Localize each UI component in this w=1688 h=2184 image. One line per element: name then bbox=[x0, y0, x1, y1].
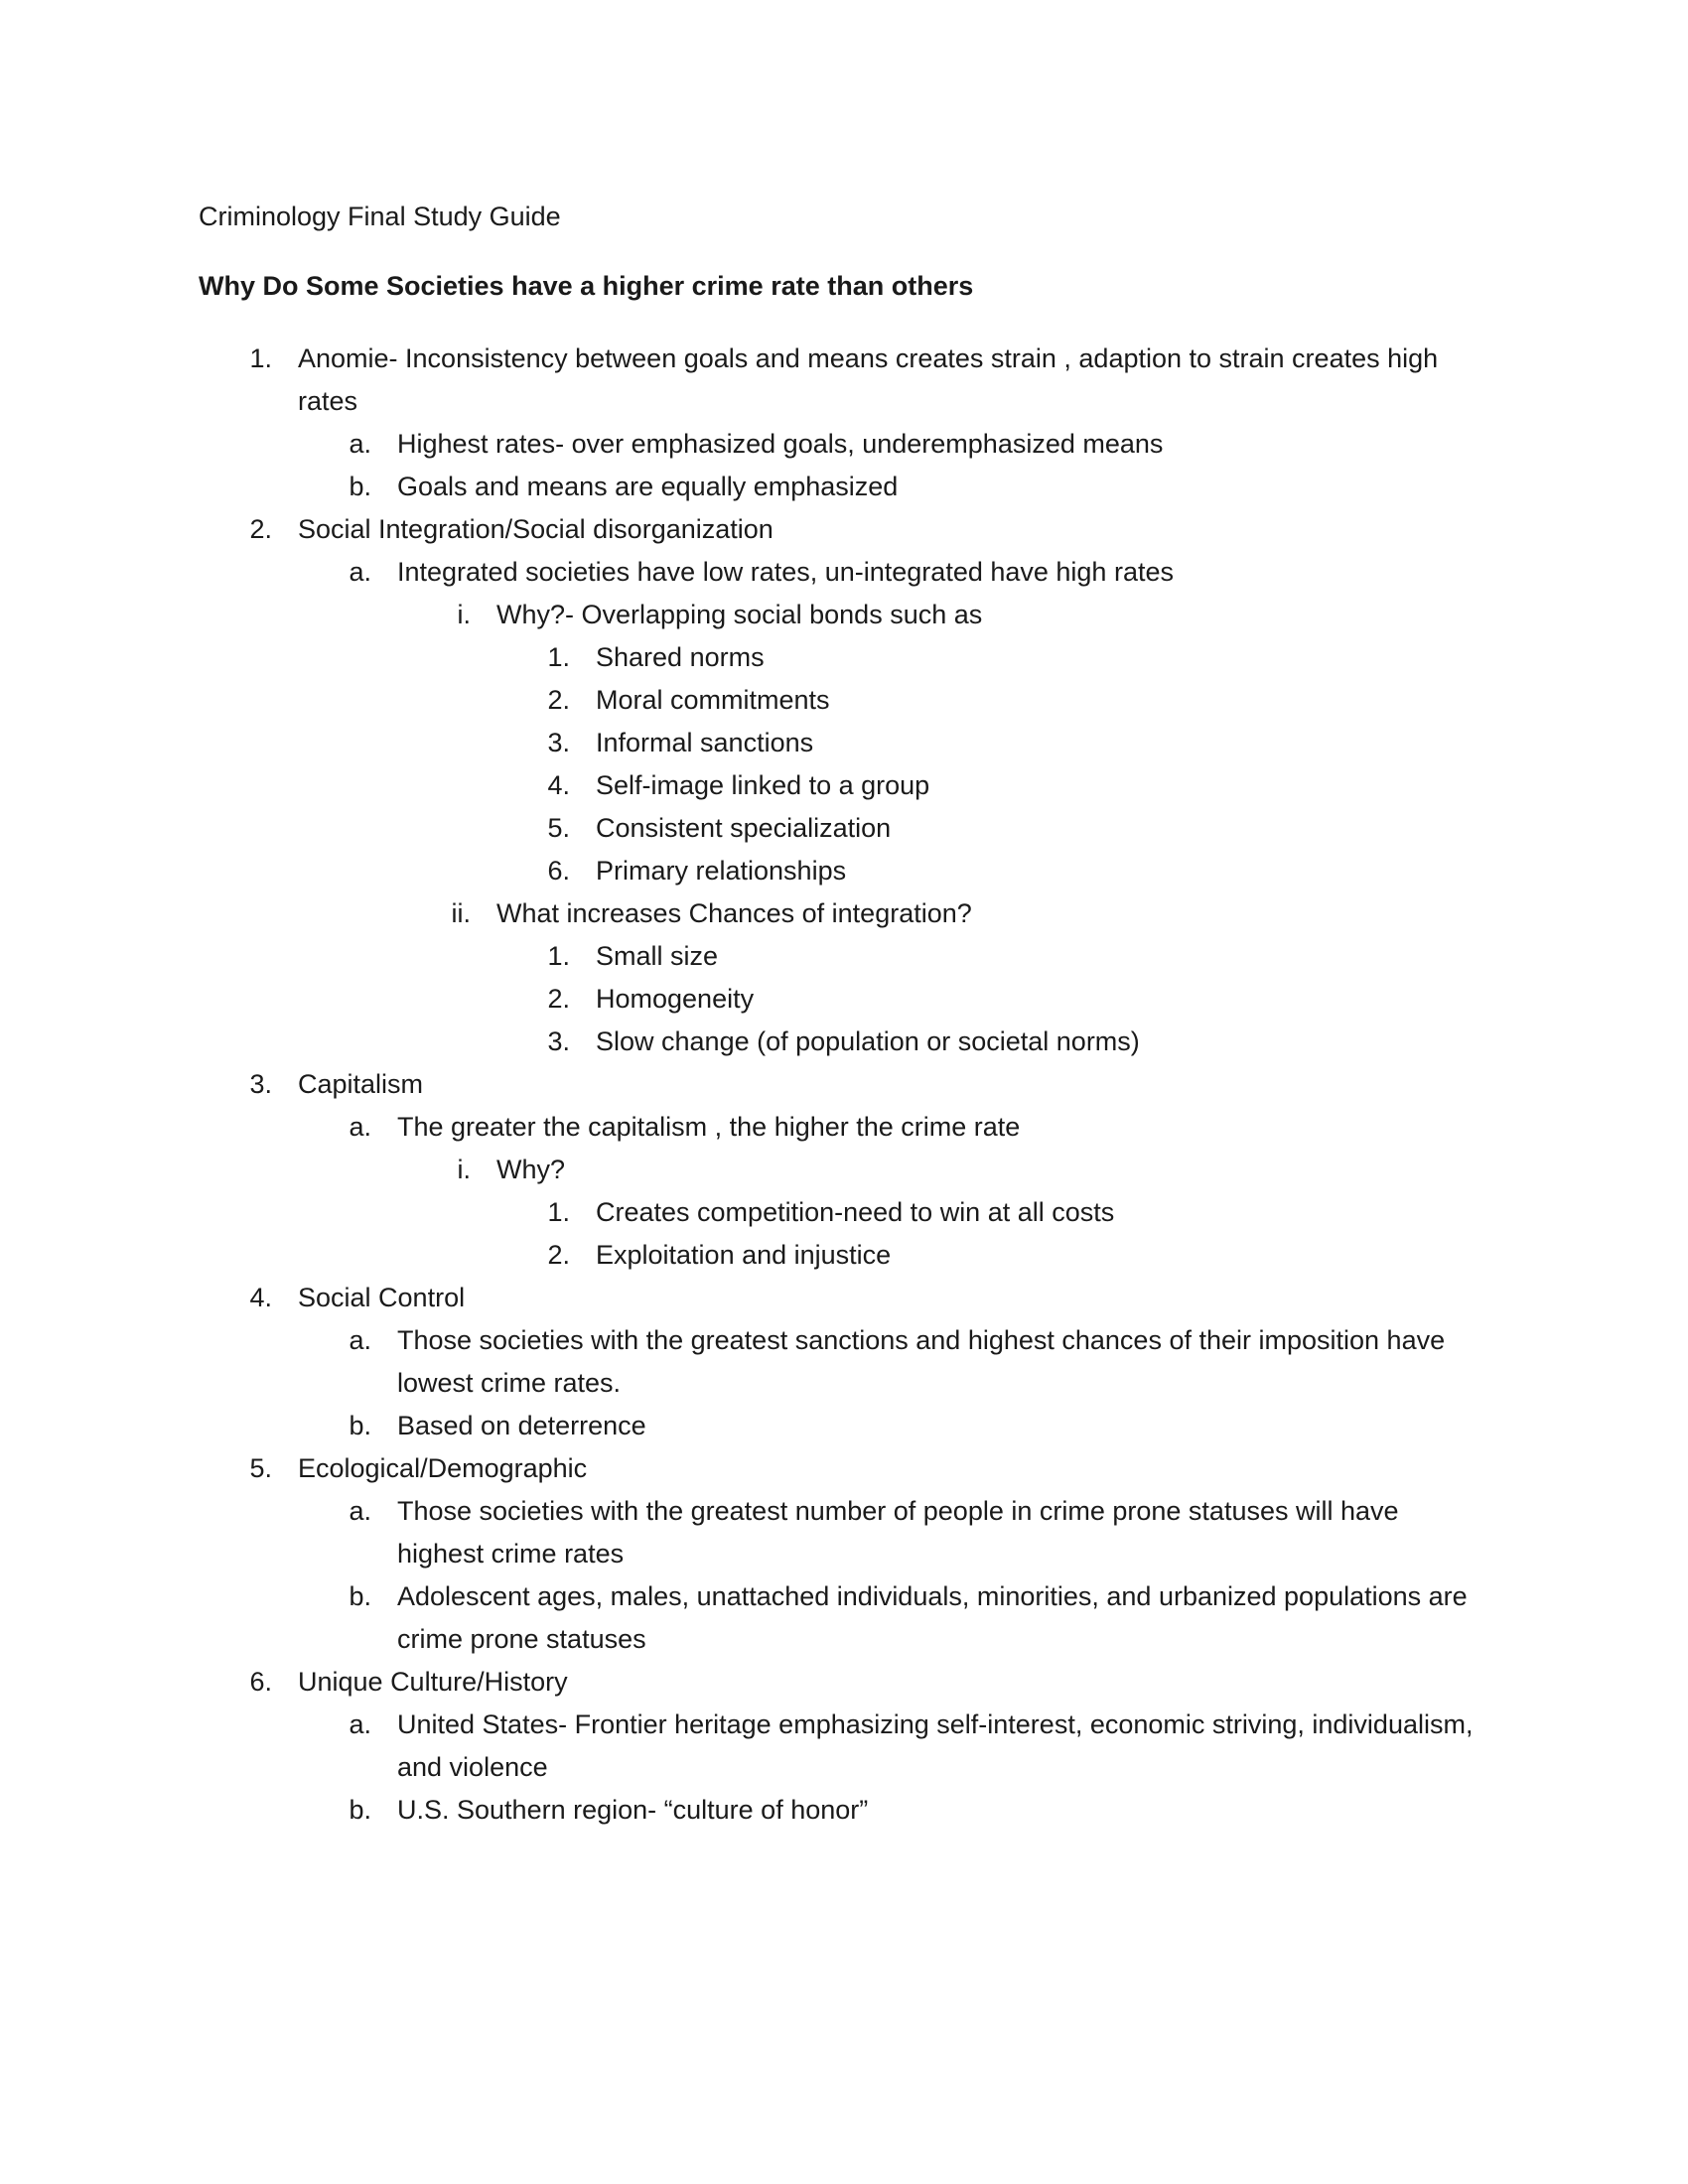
outline-item-text: Why?- Overlapping social bonds such as bbox=[496, 600, 983, 629]
outline-item-number: a. bbox=[349, 557, 371, 587]
outline-item-level-2 bbox=[0, 466, 1688, 508]
document-title: Criminology Final Study Guide bbox=[199, 202, 561, 231]
outline-item-level-2 bbox=[0, 1704, 1688, 1789]
outline-item-level-4 bbox=[0, 1234, 1688, 1277]
outline-item-level-4 bbox=[0, 722, 1688, 764]
outline-item-number: 2. bbox=[547, 1240, 570, 1270]
outline-item-number: 1. bbox=[547, 642, 570, 672]
outline-item-number: 6. bbox=[547, 856, 570, 886]
outline-item-text: Based on deterrence bbox=[397, 1411, 646, 1440]
outline-item-number: 6. bbox=[249, 1667, 272, 1697]
outline-item-text: Primary relationships bbox=[596, 856, 847, 886]
outline-item-number: 1. bbox=[249, 343, 272, 373]
outline-item-number: 4. bbox=[249, 1283, 272, 1312]
outline-item-text: Goals and means are equally emphasized bbox=[397, 472, 899, 501]
outline-item-text: Exploitation and injustice bbox=[596, 1240, 892, 1270]
outline-item-level-2 bbox=[0, 1405, 1688, 1447]
outline-item-text: Slow change (of population or societal norms) bbox=[596, 1026, 1140, 1056]
outline-item-text: U.S. Southern region- “culture of honor” bbox=[397, 1795, 869, 1825]
outline-item-number: b. bbox=[349, 1411, 371, 1440]
outline-item-number: 2. bbox=[547, 984, 570, 1014]
outline-item-number: b. bbox=[349, 472, 371, 501]
outline-item-number: 2. bbox=[249, 514, 272, 544]
outline-item-text: Self-image linked to a group bbox=[596, 770, 930, 800]
outline-item-level-1 bbox=[0, 508, 1688, 551]
outline-item-number: 1. bbox=[547, 1197, 570, 1227]
outline-item-text: Informal sanctions bbox=[596, 728, 814, 757]
outline-item-number: 3. bbox=[249, 1069, 272, 1099]
outline-item-level-3 bbox=[0, 892, 1688, 935]
outline-item-level-3 bbox=[0, 1149, 1688, 1191]
outline-item-level-2 bbox=[0, 1575, 1688, 1661]
outline-item-number: 1. bbox=[547, 941, 570, 971]
outline-item-number: b. bbox=[349, 1581, 371, 1611]
outline-list bbox=[0, 338, 1688, 1832]
outline-item-level-4 bbox=[0, 1021, 1688, 1063]
outline-item-level-4 bbox=[0, 636, 1688, 679]
outline-item-text: Those societies with the greatest number of people in crime prone statuses will have highest crime rates bbox=[397, 1496, 1399, 1569]
outline-item-number: b. bbox=[349, 1795, 371, 1825]
outline-item-text: Social Control bbox=[298, 1283, 466, 1312]
outline-item-number: i. bbox=[457, 1155, 471, 1184]
outline-item-text: Consistent specialization bbox=[596, 813, 892, 843]
outline-item-number: a. bbox=[349, 1496, 371, 1526]
outline-item-text: Shared norms bbox=[596, 642, 765, 672]
outline-item-level-4 bbox=[0, 764, 1688, 807]
outline-item-level-1 bbox=[0, 1063, 1688, 1106]
outline-item-level-4 bbox=[0, 807, 1688, 850]
outline-item-level-4 bbox=[0, 679, 1688, 722]
outline-item-text: Ecological/Demographic bbox=[298, 1453, 588, 1483]
outline-item-number: 3. bbox=[547, 728, 570, 757]
outline-item-number: a. bbox=[349, 1709, 371, 1739]
outline-item-text: Unique Culture/History bbox=[298, 1667, 568, 1697]
outline-item-level-2 bbox=[0, 423, 1688, 466]
outline-item-level-3 bbox=[0, 594, 1688, 636]
outline-item-level-2 bbox=[0, 1106, 1688, 1149]
outline-item-number: a. bbox=[349, 429, 371, 459]
outline-item-level-2 bbox=[0, 1319, 1688, 1405]
outline-item-number: 2. bbox=[547, 685, 570, 715]
outline-item-level-1 bbox=[0, 1447, 1688, 1490]
outline-item-level-1 bbox=[0, 1277, 1688, 1319]
outline-item-text: Integrated societies have low rates, un-integrated have high rates bbox=[397, 557, 1174, 587]
outline-item-text: Moral commitments bbox=[596, 685, 830, 715]
outline-item-text: Creates competition-need to win at all costs bbox=[596, 1197, 1115, 1227]
outline-item-text: Adolescent ages, males, unattached individuals, minorities, and urbanized populations are crime prone statuses bbox=[397, 1581, 1468, 1654]
outline-item-text: Social Integration/Social disorganization bbox=[298, 514, 774, 544]
outline-item-number: 5. bbox=[249, 1453, 272, 1483]
outline-item-level-4 bbox=[0, 978, 1688, 1021]
outline-item-text: United States- Frontier heritage emphasizing self-interest, economic striving, individualism, and violence bbox=[397, 1709, 1474, 1782]
outline-item-level-4 bbox=[0, 935, 1688, 978]
section-heading: Why Do Some Societies have a higher crime rate than others bbox=[199, 271, 974, 301]
outline-item-number: 5. bbox=[547, 813, 570, 843]
outline-item-level-2 bbox=[0, 1789, 1688, 1832]
outline-item-text: Those societies with the greatest sanctions and highest chances of their imposition have lowest crime rates. bbox=[397, 1325, 1446, 1398]
outline-item-text: What increases Chances of integration? bbox=[496, 898, 972, 928]
outline-item-number: ii. bbox=[451, 898, 471, 928]
outline-item-text: Highest rates- over emphasized goals, underemphasized means bbox=[397, 429, 1164, 459]
outline-item-level-4 bbox=[0, 1191, 1688, 1234]
outline-item-text: Homogeneity bbox=[596, 984, 755, 1014]
outline-item-text: The greater the capitalism , the higher the crime rate bbox=[397, 1112, 1021, 1142]
outline-item-number: 4. bbox=[547, 770, 570, 800]
outline-item-number: i. bbox=[457, 600, 471, 629]
outline-item-level-2 bbox=[0, 551, 1688, 594]
outline-item-level-1 bbox=[0, 338, 1688, 423]
outline-item-level-2 bbox=[0, 1490, 1688, 1575]
outline-item-number: a. bbox=[349, 1325, 371, 1355]
outline-item-text: Capitalism bbox=[298, 1069, 424, 1099]
outline-item-level-1 bbox=[0, 1661, 1688, 1704]
outline-item-number: 3. bbox=[547, 1026, 570, 1056]
outline-item-level-4 bbox=[0, 850, 1688, 892]
outline-item-number: a. bbox=[349, 1112, 371, 1142]
outline-item-text: Small size bbox=[596, 941, 719, 971]
outline-item-text: Why? bbox=[496, 1155, 566, 1184]
outline-item-text: Anomie- Inconsistency between goals and means creates strain , adaption to strain creates high rates bbox=[298, 343, 1439, 416]
